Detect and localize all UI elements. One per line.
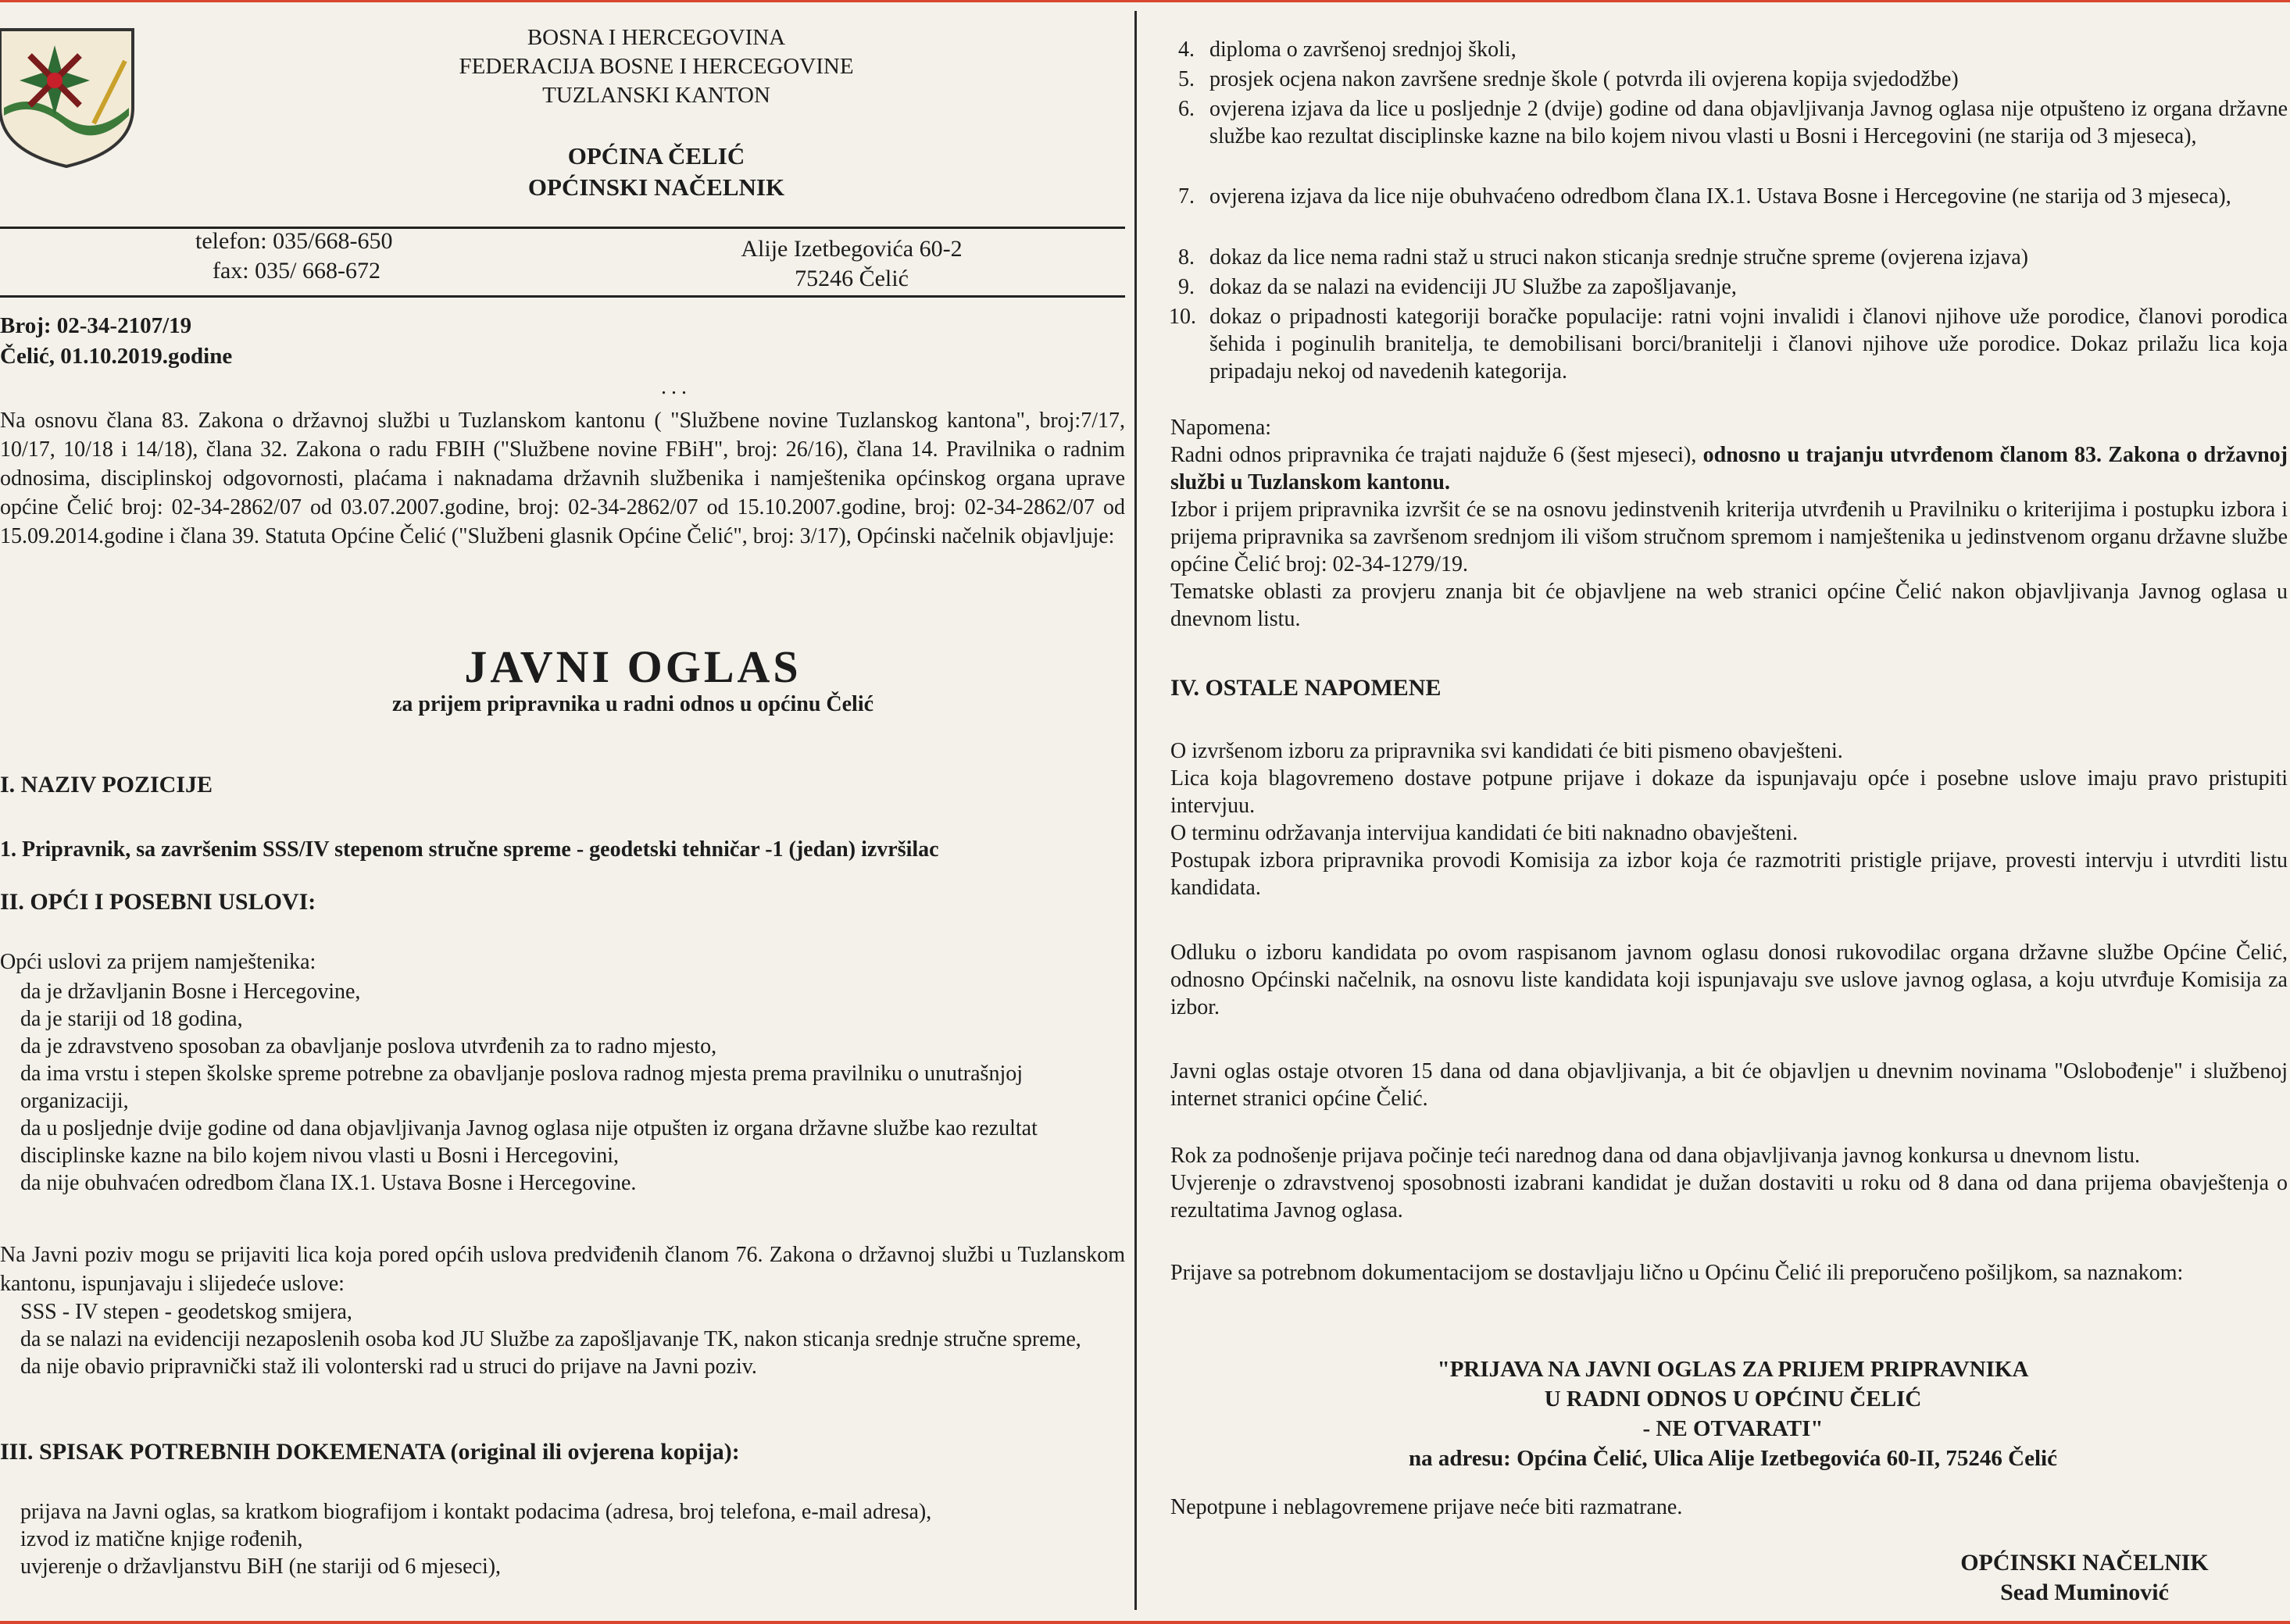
section-heading: I. NAZIV POZICIJE xyxy=(0,772,213,798)
section-heading: II. OPĆI I POSEBNI USLOVI: xyxy=(0,889,316,915)
list-item: da se nalazi na evidenciji nezaposlenih osoba kod JU Službe za zapošljavanje TK, nakon sticanja srednje stručne spreme, xyxy=(20,1327,1081,1351)
envelope-line: U RADNI ODNOS U OPĆINU ČELIĆ xyxy=(1544,1387,1922,1412)
list-item: da u posljednje dvije godine od dana objavljivanja Javnog oglasa nije otpušten iz organa državne službe kao rezultat disciplinske kazne na bilo kojem nivou vlasti u Bosni i Hercegovini, xyxy=(20,1116,1038,1168)
phone: telefon: 035/668-650 xyxy=(195,228,393,254)
notes-paragraph: Javni oglas ostaje otvoren 15 dana od dana objavljivanja, a bit će objavljen u dnevnim novinama "Oslobođenje" i službenoj internet stranici općine Čelić. xyxy=(1170,1059,2288,1111)
list-item-text: ovjerena izjava da lice nije obuhvaćeno odredbom člana IX.1. Ustava Bosne i Hercegovine (ne starija od 3 mjeseca), xyxy=(1209,184,2231,209)
office-line: OPĆINA ČELIĆ xyxy=(567,142,745,170)
institution-line: FEDERACIJA BOSNE I HERCEGOVINE xyxy=(459,54,854,79)
list-item: da je stariji od 18 godina, xyxy=(20,1007,243,1031)
institution-line: BOSNA I HERCEGOVINA xyxy=(527,25,786,50)
list-item-text: ovjerena izjava da lice u posljednje 2 (dvije) godine od dana objavljivanja Javnog oglasa nije otpušteno iz organa državne službe kao rezultat disciplinske kazne na bilo kojem nivou vlasti u Bosni i Hercegovini (ne starija od 3 mjeseca), xyxy=(1209,97,2288,148)
note-block xyxy=(1170,414,2288,633)
signature-name: Sead Muminović xyxy=(2000,1579,2169,1605)
general-conditions-intro: Opći uslovi za prijem namještenika: xyxy=(0,950,316,974)
envelope-address: na adresu: Općina Čelić, Ulica Alije Izetbegovića 60-II, 75246 Čelić xyxy=(1409,1446,2057,1471)
envelope-line: "PRIJAVA NA JAVNI OGLAS ZA PRIJEM PRIPRAVNIKA xyxy=(1437,1357,2029,1382)
list-item: da nije obuhvaćen odredbom člana IX.1. Ustava Bosne i Hercegovine. xyxy=(20,1171,637,1195)
list-item-text: dokaz da lice nema radni staž u struci nakon sticanja srednje stručne spreme (ovjerena izjava) xyxy=(1209,245,2028,269)
signature-title: OPĆINSKI NAČELNIK xyxy=(1960,1550,2209,1576)
municipality-crest-icon xyxy=(0,14,141,170)
fax: fax: 035/ 668-672 xyxy=(213,258,380,284)
notes-paragraph: Odluku o izboru kandidata po ovom raspisanom javnom oglasu donosi rukovodilac organa državne službe Općine Čelić, odnosno Općinski načelnik, na osnovu liste kandidata koji ispunjavaju sve uslove javnog oglasa, a koju utvrđuje Komisija za izbor. xyxy=(1170,940,2288,1019)
list-item-text: diploma o završenoj srednjoj školi, xyxy=(1209,37,1517,62)
document-subtitle: za prijem pripravnika u radni odnos u općinu Čelić xyxy=(391,692,874,716)
reference-block xyxy=(0,311,232,372)
reference-number: Broj: 02-34-2107/19 xyxy=(0,313,192,338)
list-item-text: dokaz o pripadnosti kategoriji boračke populacije: ratni vojni invalidi i članovi njihove uže porodice, članovi porodica šehida i poginulih branitelja, te demobilisani borci/branitelji i članovi njihove uže porodice. Dokaz prilažu lica koja pripadaju nekoj od navedenih kategorija. xyxy=(1209,305,2288,384)
office-header xyxy=(297,141,1016,203)
separator-dots: ... xyxy=(661,375,691,399)
note-paragraph: Izbor i prijem pripravnika izvršit će se na osnovu jedinstvenih kriterija utvrđenih u Pravilniku o kriterijima i postupku izbora i prijema pripravnika sa završenom srednjom ili višom stručnom spremom i namještenika u jedinstvenom organu državne službe općine Čelić broj: 02-34-1279/19. xyxy=(1170,498,2288,576)
special-conditions-list xyxy=(20,1298,1122,1380)
list-item: prijava na Javni oglas, sa kratkom biografijom i kontakt podacima (adresa, broj telefona, e-mail adresa), xyxy=(20,1500,932,1524)
envelope-line: - NE OTVARATI" xyxy=(1642,1416,1824,1441)
special-conditions-intro: Na Javni poziv mogu se prijaviti lica koja pored općih uslova predviđenih članom 76. Zakona o državnoj službi u Tuzlanskom kantonu, ispunjavaju i slijedeće uslove: xyxy=(0,1243,1125,1296)
list-item-text: prosjek ocjena nakon završene srednje škole ( potvrda ili ovjerena kopija svjedodžbe) xyxy=(1209,67,1959,91)
signature-block xyxy=(1897,1548,2272,1608)
note-text: Radni odnos pripravnika će trajati najduže 6 (šest mjeseci), xyxy=(1170,443,1703,467)
contact-address xyxy=(680,234,1024,294)
address-city: 75246 Čelić xyxy=(795,266,909,291)
envelope-marking xyxy=(1342,1355,2124,1473)
list-item: da je zdravstveno sposoban za obavljanje poslova utvrđenih za to radno mjesto, xyxy=(20,1034,717,1058)
right-column: 4. diploma o završenoj srednjoj školi, 5. prosjek ocjena nakon završene srednje škole ( potvrda ili ovjerena kopija svjedodžbe) 6. ovjerena izjava da lice u posljednje 2 (dvije) godine od dana objavljivanja Javnog oglasa nije otpušteno iz organa državne službe kao rezultat disciplinske kazne na bilo kojem nivou vlasti u Bosni i Hercegovini (ne starija od 3 mjeseca), 7. ovjerena izjava da lice nije obuhvaćeno odredbom člana IX.1. Ustava Bosne i Hercegovine (ne starija od 3 mjeseca), 8. dokaz da lice nema radni staž u struci nakon sticanja srednje stručne spreme (ovjerena izjava) 9. dokaz da se nalazi na evidenciji JU Službe za zapošljavanje, 10. dokaz o pripadnosti kategoriji boračke populacije: ratni vojni invalidi i članovi njihove uže porodice, članovi porodica šehida i poginulih branitelja, te demobilisani borci/branitelji i članovi njihove uže porodice. Dokaz prilažu lica koja pripadaju nekoj od navedenih kategorija. Napomena: Radni odnos pripravnika će trajati najduže 6 (šest mjeseci), odnosno u trajanju utvrđenom članom 83. Zakona o državnoj službi u Tuzlanskom kantonu. Izbor i prijem pripravnika izvršit će se na osnovu jedinstvenih kriterija utvrđenih u Pravilniku o kriterijima i postupku izbora i prijema pripravnika sa završenom srednjom ili višom stručnom spremom i namještenika u jedinstvenom organu državne službe općine Čelić broj: 02-34-1279/19. Tematske oblasti za provjeru znanja bit će objavljene na web stranici općine Čelić nakon objavljivanja Javnog oglasa u dnevnom listu. IV. OSTALE NAPOMENE O izvršenom izboru za pripravnika svi kandidati će biti pismeno obavješteni. Lica koja blagovremeno dostave potpune prijave i dokaze da ispunjavaju opće i posebne uslove imaju pravo pristupiti intervjuu. O terminu održavanja intervijua kandidati će biti naknadno obavješteni. Postupak izbora pripravnika provodi Komisija za izbor koja će razmotriti pristigle prijave, provesti intervju i utvrditi listu kandidata. Odluku o izboru kandidata po ovom raspisanom javnom oglasu donosi rukovodilac organa državne službe Općine Čelić, odnosno Općinski načelnik, na osnovu liste kandidata koji ispunjavaju sve uslove javnog oglasa, a koju utvrđuje Komisija za izbor. Javni oglas ostaje otvoren 15 dana od dana objavljivanja, a bit će objavljen u dnevnim novinama "Oslobođenje" i službenoj internet stranici općine Čelić. Rok za podnošenje prijava počinje teći narednog dana od dana objavljivanja javnog konkursa u dnevnom listu. Uvjerenje o zdravstvenoj sposobnosti izabrani kandidat je dužan dostaviti u roku od 8 dana od dana prijema obavještenja o rezultatima Javnog oglasa. Prijave sa potrebnom dokumentacijom se dostavljaju lično u Općinu Čelić ili preporučeno pošiljkom, sa naznakom: "PRIJAVA NA JAVNI OGLAS ZA PRIJEM PRIPRAVNIKA U RADNI ODNOS U OPĆINU ČELIĆ - NE OTVARATI" na adresu: Općina Čelić, Ulica Alije Izetbegovića 60-II, 75246 Čelić Nepotpune i neblagovremene prijave neće biti razmatrane. OPĆINSKI NAČELNIK Sead Muminović xyxy=(1147,0,2290,1624)
notes-paragraph xyxy=(1170,1142,2288,1224)
list-item: da nije obavio pripravnički staž ili volonterski rad u struci do prijave na Javni poziv. xyxy=(20,1355,757,1379)
notes-paragraph: Prijave sa potrebnom dokumentacijom se dostavljaju lično u Općinu Čelić ili preporučeno pošiljkom, sa naznakom: xyxy=(1170,1261,2184,1285)
general-conditions-list xyxy=(20,978,1122,1197)
contact-phone-fax xyxy=(195,227,392,286)
institution-line: TUZLANSKI KANTON xyxy=(542,83,770,108)
address-street: Alije Izetbegovića 60-2 xyxy=(741,236,963,262)
document-title: JAVNI OGLAS xyxy=(464,641,802,692)
other-notes-block xyxy=(1170,737,2288,901)
note-paragraph: Tematske oblasti za provjeru znanja bit će objavljene na web stranici općine Čelić nakon objavljivanja Javnog oglasa u dnevnom listu. xyxy=(1170,580,2288,631)
notes-line: Rok za podnošenje prijava počinje teći narednog dana od dana objavljivanja javnog konkursa u dnevnom listu. xyxy=(1170,1144,2140,1168)
left-column xyxy=(0,0,1129,1624)
note-paragraph xyxy=(1170,441,2288,496)
intro-paragraph: Na osnovu člana 83. Zakona o državnoj službi u Tuzlanskom kantonu ( "Službene novine Tuzlanskog kantona", broj:7/17, 10/17, 10/18 i 14/18), člana 32. Zakona o radu FBIH ("Službene novine FBiH", broj: 26/16), člana 14. Pravilnika o radnim odnosima, disciplinskoj odgovornosti, plaćama i naknadama državnih službenika i namještenika općinskog organa uprave općine Čelić broj: 02-34-2862/07 od 03.07.2007.godine, broj: 02-34-2862/07 od 15.10.2007.godine, broj: 02-34-2862/07 od 15.09.2014.godine i člana 39. Statuta Općine Čelić ("Službeni glasnik Općine Čelić", broj: 3/17), Općinski načelnik objavljuje: xyxy=(0,409,1125,548)
notes-paragraph: O izvršenom izboru za pripravnika svi kandidati će biti pismeno obavješteni. xyxy=(1170,739,1843,763)
notes-paragraph: Postupak izbora pripravnika provodi Komisija za izbor koja će razmotriti pristigle prijave, provesti intervju i utvrditi listu kandidata. xyxy=(1170,848,2288,900)
list-item: uvjerenje o državljanstvu BiH (ne stariji od 6 mjeseci), xyxy=(20,1554,502,1579)
note-emphasis: odnosno u trajanju utvrđenom članom 83. Zakona o državnoj službi u Tuzlanskom kantonu. xyxy=(1170,443,2288,494)
notes-paragraph: Lica koja blagovremeno dostave potpune prijave i dokaze da ispunjavaju opće i posebne uslove imaju pravo pristupiti intervjuu. xyxy=(1170,766,2288,818)
section-heading: III. SPISAK POTREBNIH DOKEMENATA (original ili ovjerena kopija): xyxy=(0,1439,740,1465)
list-item: SSS - IV stepen - geodetskog smijera, xyxy=(20,1300,352,1324)
list-item: da je državljanin Bosne i Hercegovine, xyxy=(20,980,361,1004)
notes-paragraph: O terminu održavanja intervijua kandidati će biti naknadno obavješteni. xyxy=(1170,821,1799,845)
reference-date: Čelić, 01.10.2019.godine xyxy=(0,344,233,369)
list-item-text: dokaz da se nalazi na evidenciji JU Službe za zapošljavanje, xyxy=(1209,275,1737,299)
position-item: 1. Pripravnik, sa završenim SSS/IV stepenom stručne spreme - geodetski tehničar -1 (jedan) izvršilac xyxy=(0,837,939,862)
header-rule xyxy=(0,227,1125,229)
list-item: izvod iz matične knjige rođenih, xyxy=(20,1527,303,1551)
office-line: OPĆINSKI NAČELNIK xyxy=(527,173,785,201)
section-heading: IV. OSTALE NAPOMENE xyxy=(1170,675,1442,701)
notes-line: Uvjerenje o zdravstvenoj sposobnosti izabrani kandidat je dužan dostaviti u roku od 8 dana od dana prijema obavještenja o rezultatima Javnog oglasa. xyxy=(1170,1171,2288,1222)
column-divider xyxy=(1134,11,1137,1610)
closing-note: Nepotpune i neblagovremene prijave neće biti razmatrane. xyxy=(1170,1495,1683,1519)
note-label: Napomena: xyxy=(1170,416,1272,440)
header-rule xyxy=(0,295,1125,298)
documents-list-left xyxy=(20,1498,1122,1580)
institution-header xyxy=(297,23,1016,110)
list-item: da ima vrstu i stepen školske spreme potrebne za obavljanje poslova radnog mjesta prema pravilniku o unutrašnjoj organizaciji, xyxy=(20,1062,1023,1113)
